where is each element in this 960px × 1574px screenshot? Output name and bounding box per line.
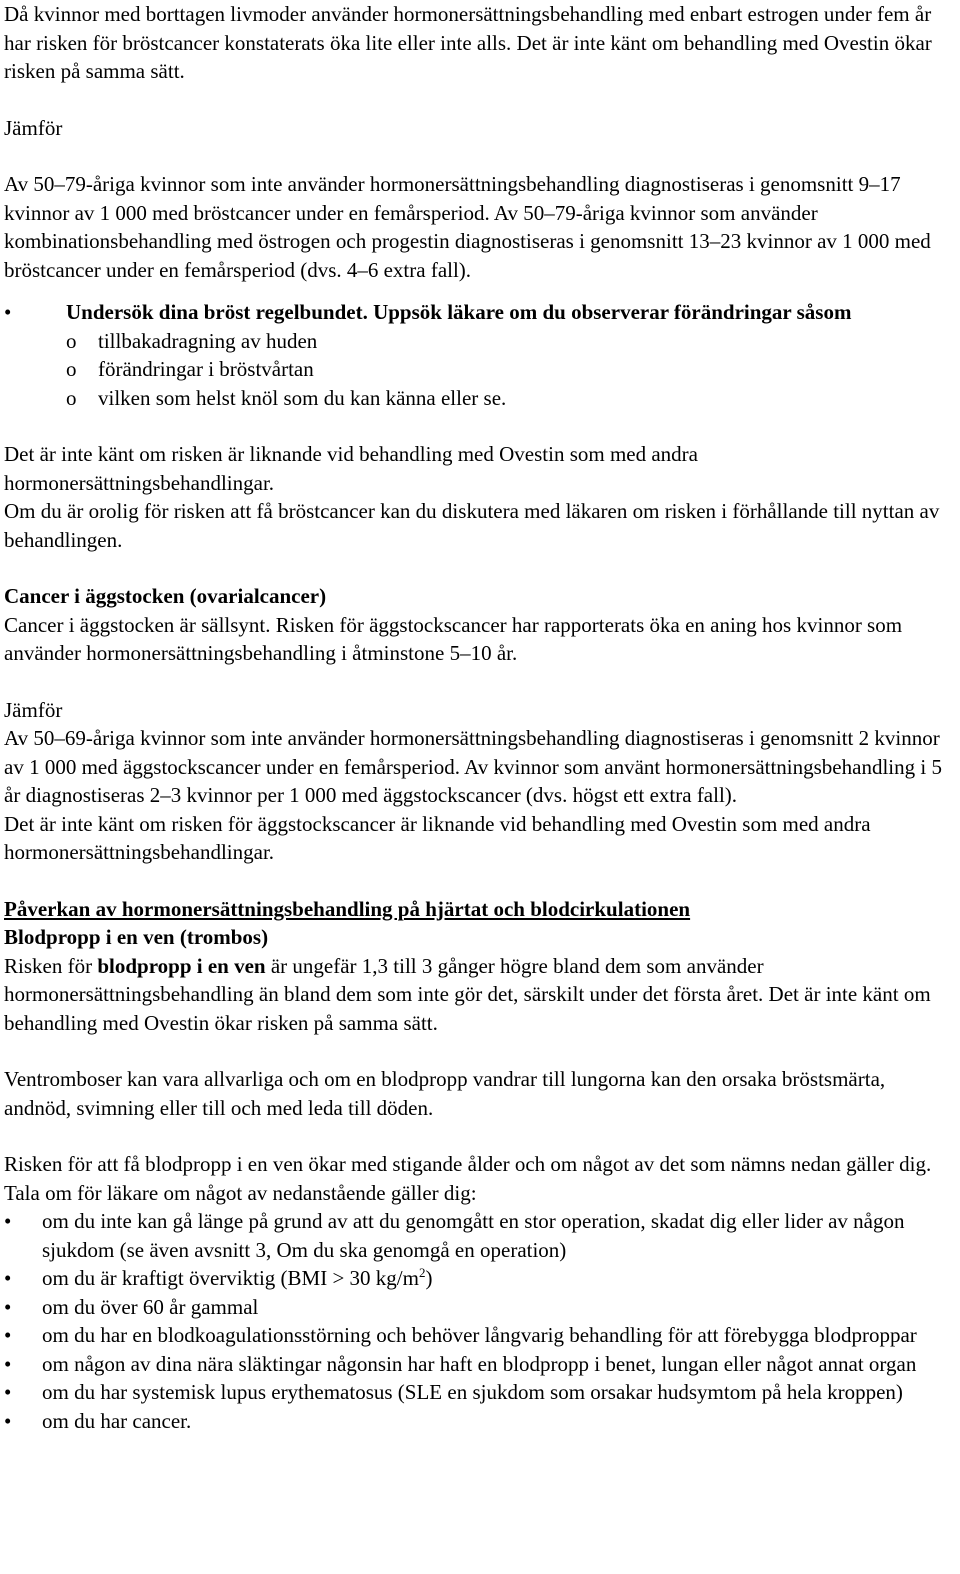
- thrombosis-heading: Blodpropp i en ven (trombos): [4, 925, 269, 949]
- exam-instruction: Undersök dina bröst regelbundet. Uppsök läkare om du observerar förändringar såsom: [66, 300, 852, 324]
- ovarian-heading: Cancer i äggstocken (ovarialcancer): [4, 584, 327, 608]
- risk-factor-item: • om du har systemisk lupus erythematosus (SLE en sjukdom som orsakar hudsymtom på hela kroppen): [4, 1378, 956, 1407]
- exam-sub-item: o vilken som helst knöl som du kan känna eller se.: [66, 384, 956, 413]
- risk-factor-item: • om du har cancer.: [4, 1407, 956, 1436]
- risk-factor-item: • om du har en blodkoagulationsstörning och behöver långvarig behandling för att förebygga blodproppar: [4, 1321, 956, 1350]
- risk-factor-item: • om någon av dina nära släktingar någonsin har haft en blodpropp i benet, lungan eller något annat organ: [4, 1350, 956, 1379]
- ovarian-ovestin: Det är inte känt om risken för äggstockscancer är liknande vid behandling med Ovestin som med andra hormonersättningsbehandlingar.: [4, 811, 871, 864]
- exam-sub-item: o förändringar i bröstvårtan: [66, 355, 956, 384]
- paragraph-ovestin-unknown: Det är inte känt om risken är liknande vid behandling med Ovestin som med andra hormonersättningsbehandlingar.: [4, 442, 698, 495]
- thrombosis-risk-pre: Risken för: [4, 953, 98, 978]
- compare-label: Jämför: [4, 697, 63, 722]
- compare-label: Jämför: [4, 115, 63, 140]
- thrombosis-risk: [4, 952, 956, 1038]
- risk-factor-item: • om du inte kan gå länge på grund av att du genomgått en stor operation, skadat dig eller lider av någon sjukdom (se även avsnitt 3, Om du ska genomgå en operation): [4, 1207, 956, 1264]
- heart-heading: Påverkan av hormonersättningsbehandling på hjärtat och blodcirkulationen: [4, 896, 691, 921]
- bmi-superscript: 2: [418, 1265, 426, 1280]
- bmi-text: om du är kraftigt överviktig (BMI > 30 kg/m: [42, 1266, 419, 1290]
- bmi-close: ): [425, 1266, 433, 1290]
- thrombosis-risk-bold: blodpropp i en ven: [97, 953, 266, 978]
- ovarian-text: Cancer i äggstocken är sällsynt. Risken för äggstockscancer har rapporterats öka en aning hos kvinnor som använder hormonersättningsbehandling i åtminstone 5–10 år.: [4, 612, 903, 665]
- exam-sub-item: o tillbakadragning av huden: [66, 327, 956, 356]
- exam-list: [4, 298, 956, 412]
- paragraph-breast-cancer-stats: Av 50–79-åriga kvinnor som inte använder hormonersättningsbehandling diagnostiseras i genomsnitt 9–17 kvinnor av 1 000 med bröstcancer under en femårsperiod. Av 50–79-åriga kvinnor som använder kombinationsbehandling med östrogen och progestin diagnostiseras i genomsnitt 13–23 kvinnor av 1 000 med bröstcancer under en femårsperiod (dvs. 4–6 extra fall).: [4, 172, 931, 282]
- thrombosis-risk-post: är ungefär 1,3 till 3 gånger högre bland dem som använder hormonersättningsbehandling än bland dem som inte gör det, särskilt under det första året. Det är inte känt om behandling med Ovestin ökar risken på samma sätt.: [4, 953, 931, 1035]
- paragraph-risk-factors: Risken för att få blodpropp i en ven ökar med stigande ålder och om något av det som nämns nedan gäller dig. Tala om för läkare om något av nedanstående gäller dig:: [4, 1152, 932, 1205]
- exam-list-item: [4, 298, 956, 412]
- paragraph-venous-thrombosis: Ventromboser kan vara allvarliga och om en blodpropp vandrar till lungorna kan den orsaka bröstsmärta, andnöd, svimning eller till och med leda till döden.: [4, 1067, 886, 1120]
- risk-factor-item: • om du över 60 år gammal: [4, 1293, 956, 1322]
- exam-sub-list: [66, 327, 956, 413]
- ovarian-compare: Av 50–69-åriga kvinnor som inte använder hormonersättningsbehandling diagnostiseras i genomsnitt 2 kvinnor av 1 000 med äggstockscancer under en femårsperiod. Av kvinnor som använt hormonersättningsbehandling i 5 år diagnostiseras 2–3 kvinnor per 1 000 med äggstockscancer (dvs. högst ett extra fall).: [4, 726, 942, 807]
- paragraph-discuss-doctor: Om du är orolig för risken att få bröstcancer kan du diskutera med läkaren om risken i förhållande till nyttan av behandlingen.: [4, 499, 940, 552]
- risk-factor-list: [4, 1207, 956, 1435]
- risk-factor-item: [4, 1264, 956, 1293]
- paragraph-estrogen-only: Då kvinnor med borttagen livmoder använder hormonersättningsbehandling med enbart estrogen under fem år har risken för bröstcancer konstaterats öka lite eller inte alls. Det är inte känt om behandling med Ovestin ökar risken på samma sätt.: [4, 2, 932, 83]
